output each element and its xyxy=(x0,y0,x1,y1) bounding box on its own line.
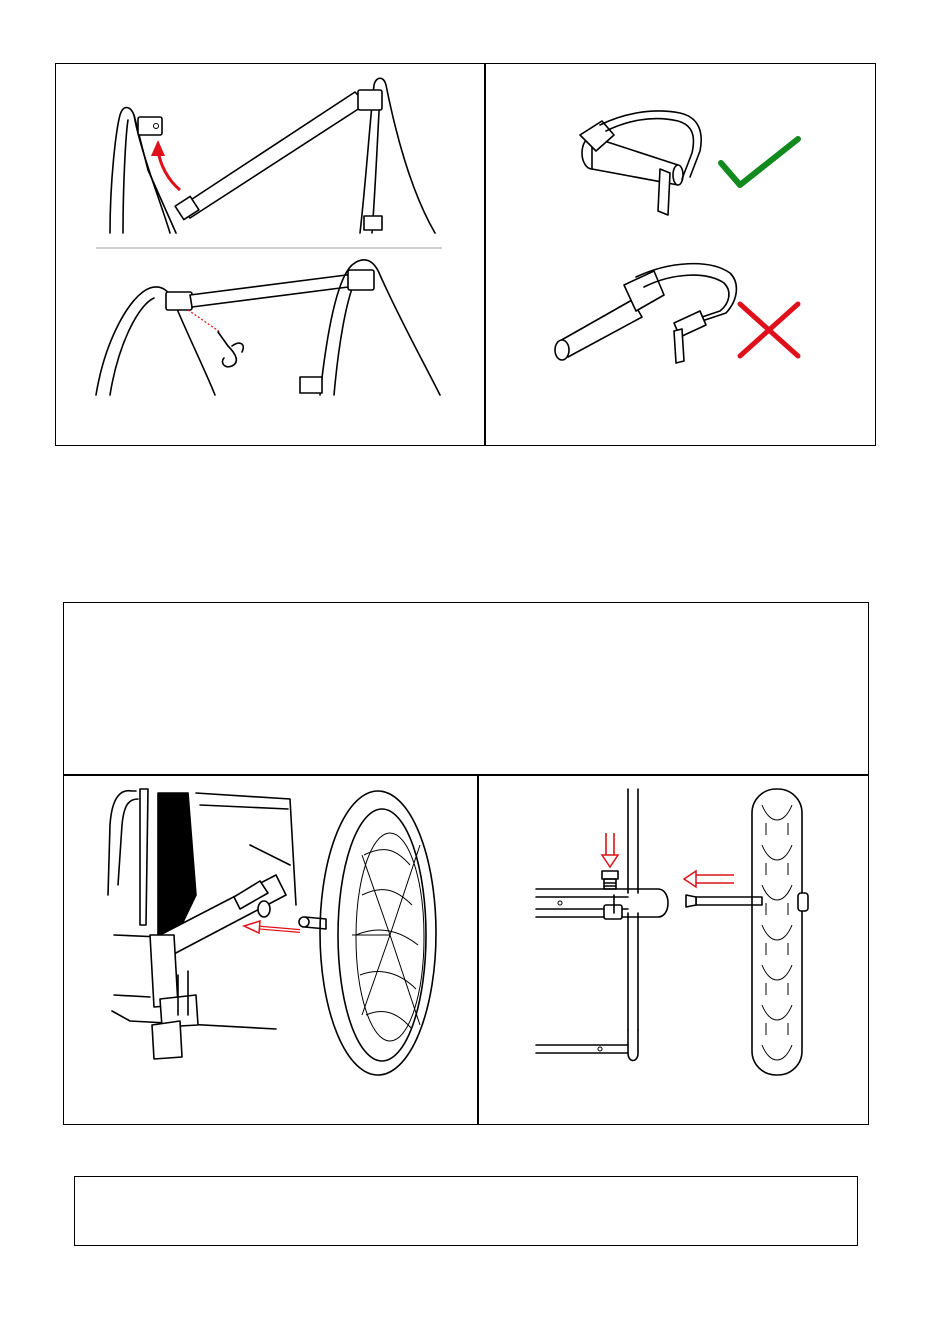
check-icon xyxy=(718,135,802,191)
crossbar-install-illustration xyxy=(90,70,450,405)
front-wheel xyxy=(752,789,808,1075)
frame-lower-scene xyxy=(96,260,440,395)
frame-upper-scene xyxy=(110,78,435,233)
perspective-wheel xyxy=(320,791,436,1075)
note-box xyxy=(74,1176,858,1246)
pin-wrong-drawing xyxy=(555,264,736,363)
wheel-install-perspective xyxy=(100,785,450,1090)
wheel-install-front xyxy=(530,785,830,1085)
top-figure-divider xyxy=(484,63,486,446)
bottom-figure-divider xyxy=(477,774,479,1125)
pin-correct-drawing xyxy=(580,111,701,215)
bottom-figure-header-divider xyxy=(63,774,869,776)
cross-icon xyxy=(736,300,802,360)
